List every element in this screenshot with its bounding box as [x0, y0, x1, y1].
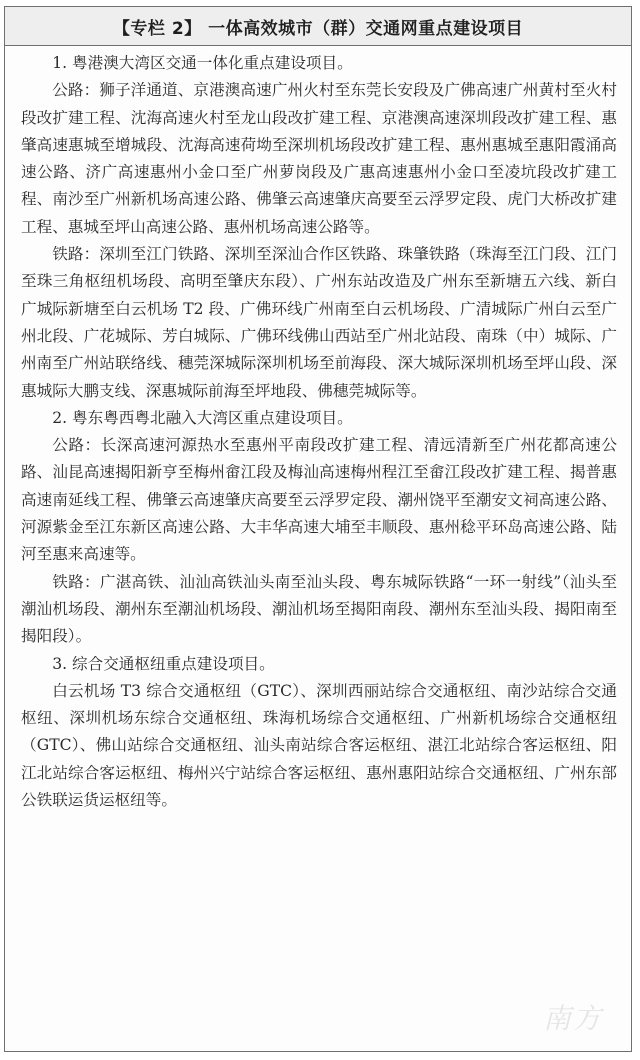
section-1-highway-paragraph: 公路：狮子洋通道、京港澳高速广州火村至东莞长安段及广佛高速广州黄村至火村段改扩建工程、沈海高速火村至龙山段改扩建工程、京港澳高速深圳段改扩建工程、惠肇高速惠城至增城段、沈海高速荷坳至深圳机场段改扩建工程、惠州惠城至惠阳霞涌高速公路、济广高速惠州小金口至广州萝岗段及广惠高速惠州小金口至凌坑段改扩建工程、南沙至广州新机场高速公路、佛肇云高速肇庆高要至云浮罗定段、虎门大桥改扩建工程、惠城至坪山高速公路、惠州机场高速公路等。: [21, 81, 617, 236]
column-title: 【专栏 2】 一体高效城市（群）交通网重点建设项目: [5, 7, 631, 46]
project-column-box: [4, 6, 632, 1052]
section-1-railway-paragraph: 铁路：深圳至江门铁路、深圳至深汕合作区铁路、珠肇铁路（珠海至江门段、江门至珠三角枢纽机场段、高明至肇庆东段）、广州东站改造及广州东至新塘五六线、新白广城际新塘至白云机场 T2 段、广佛环线广州南至白云机场段、广清城际广州白云至广州北段、广花城际、芳白城际、广佛环线佛山西站至广州北站段、南珠（中）城际、广州南至广州站联络线、穗莞深城际深圳机场至前海段、深大城际深圳机场至坪山段、深惠城际大鹏支线、深惠城际前海至坪地段、佛穗莞城际等。: [21, 245, 617, 400]
section-heading-3: 3. 综合交通枢纽重点建设项目。: [52, 654, 275, 673]
section-heading-2: 2. 粤东粤西粤北融入大湾区重点建设项目。: [52, 408, 353, 427]
section-2-railway-paragraph: 铁路：广湛高铁、汕汕高铁汕头南至汕头段、粤东城际铁路“一环一射线”（汕头至潮汕机场段、潮州东至潮汕机场段、潮汕机场至揭阳南段、潮州东至汕头段、揭阳南至揭阳段）。: [21, 572, 617, 646]
section-2-highway-paragraph: 公路：长深高速河源热水至惠州平南段改扩建工程、清远清新至广州花都高速公路、汕昆高速揭阳新亨至梅州畲江段及梅汕高速梅州程江至畲江段改扩建工程、揭普惠高速南延线工程、佛肇云高速肇庆高要至云浮罗定段、潮州饶平至潮安文祠高速公路、河源紫金至江东新区高速公路、大丰华高速大埔至丰顺段、惠州稔平环岛高速公路、陆河至惠来高速等。: [21, 436, 617, 564]
section-heading-1: 1. 粤港澳大湾区交通一体化重点建设项目。: [52, 54, 353, 72]
column-content: [5, 46, 631, 814]
section-3-hub-paragraph: 白云机场 T3 综合交通枢纽（GTC）、深圳西丽站综合交通枢纽、南沙站综合交通枢纽、深圳机场东综合交通枢纽、珠海机场综合交通枢纽、广州新机场综合交通枢纽（GTC）、佛山站综合交通枢纽、汕头南站综合客运枢纽、湛江北站综合客运枢纽、阳江北站综合客运枢纽、梅州兴宁站综合客运枢纽、惠州惠阳站综合交通枢纽、广州东部公铁联运货运枢纽等。: [21, 681, 617, 810]
watermark-logo: 南方: [542, 1002, 603, 1035]
